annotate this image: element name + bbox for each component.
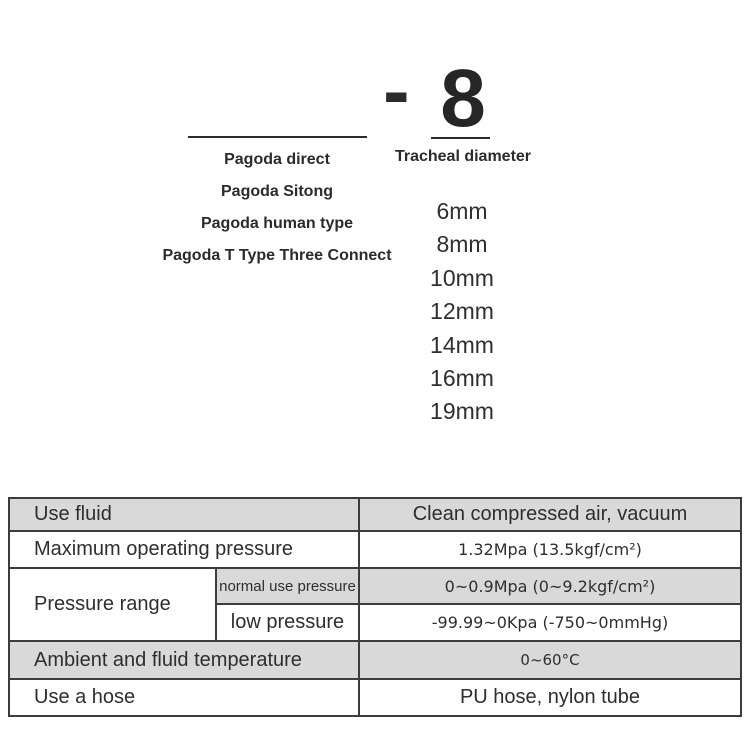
max-pressure-value: 1.32Mpa (13.5kgf/cm²) [359,531,741,568]
pressure-range-label: Pressure range [9,568,216,641]
hose-label: Use a hose [9,679,359,716]
diameter-option: 16mm [430,365,494,392]
table-row [9,568,741,604]
product-type-item: Pagoda Sitong [221,183,333,200]
table-row [9,531,741,568]
product-type-item: Pagoda human type [200,215,354,232]
diameter-option: 12mm [430,298,494,325]
temperature-value: 0~60°C [359,641,741,679]
diameter-option: 14mm [430,331,494,358]
diameter-option: 10mm [430,264,494,291]
normal-pressure-value: 0~0.9Mpa (0~9.2kgf/cm²) [359,568,741,604]
table-row [9,641,741,679]
spec-table [8,497,742,717]
temperature-label: Ambient and fluid temperature [9,641,359,679]
use-fluid-value: Clean compressed air, vacuum [359,498,741,531]
normal-pressure-label: normal use pressure [216,568,359,604]
size-code-dash: - [383,46,410,135]
diameter-option: 8mm [436,231,488,258]
diameter-option-list [412,195,512,429]
size-code: 8 [440,53,486,144]
low-pressure-value: -99.99~0Kpa (-750~0mmHg) [359,604,741,641]
diameter-option: 19mm [430,398,494,425]
product-type-item: Pagoda direct [224,151,330,168]
max-pressure-label: Maximum operating pressure [9,531,359,568]
product-type-item: Pagoda T Type Three Connect [162,247,392,264]
hose-value: PU hose, nylon tube [359,679,741,716]
table-row [9,498,741,531]
product-types-overline [188,136,367,138]
low-pressure-label: low pressure [216,604,359,641]
table-row [9,679,741,716]
product-type-list [117,144,437,272]
diameter-option: 6mm [436,198,488,224]
use-fluid-label: Use fluid [9,498,359,531]
tracheal-diameter-label: Tracheal diameter [394,148,532,165]
